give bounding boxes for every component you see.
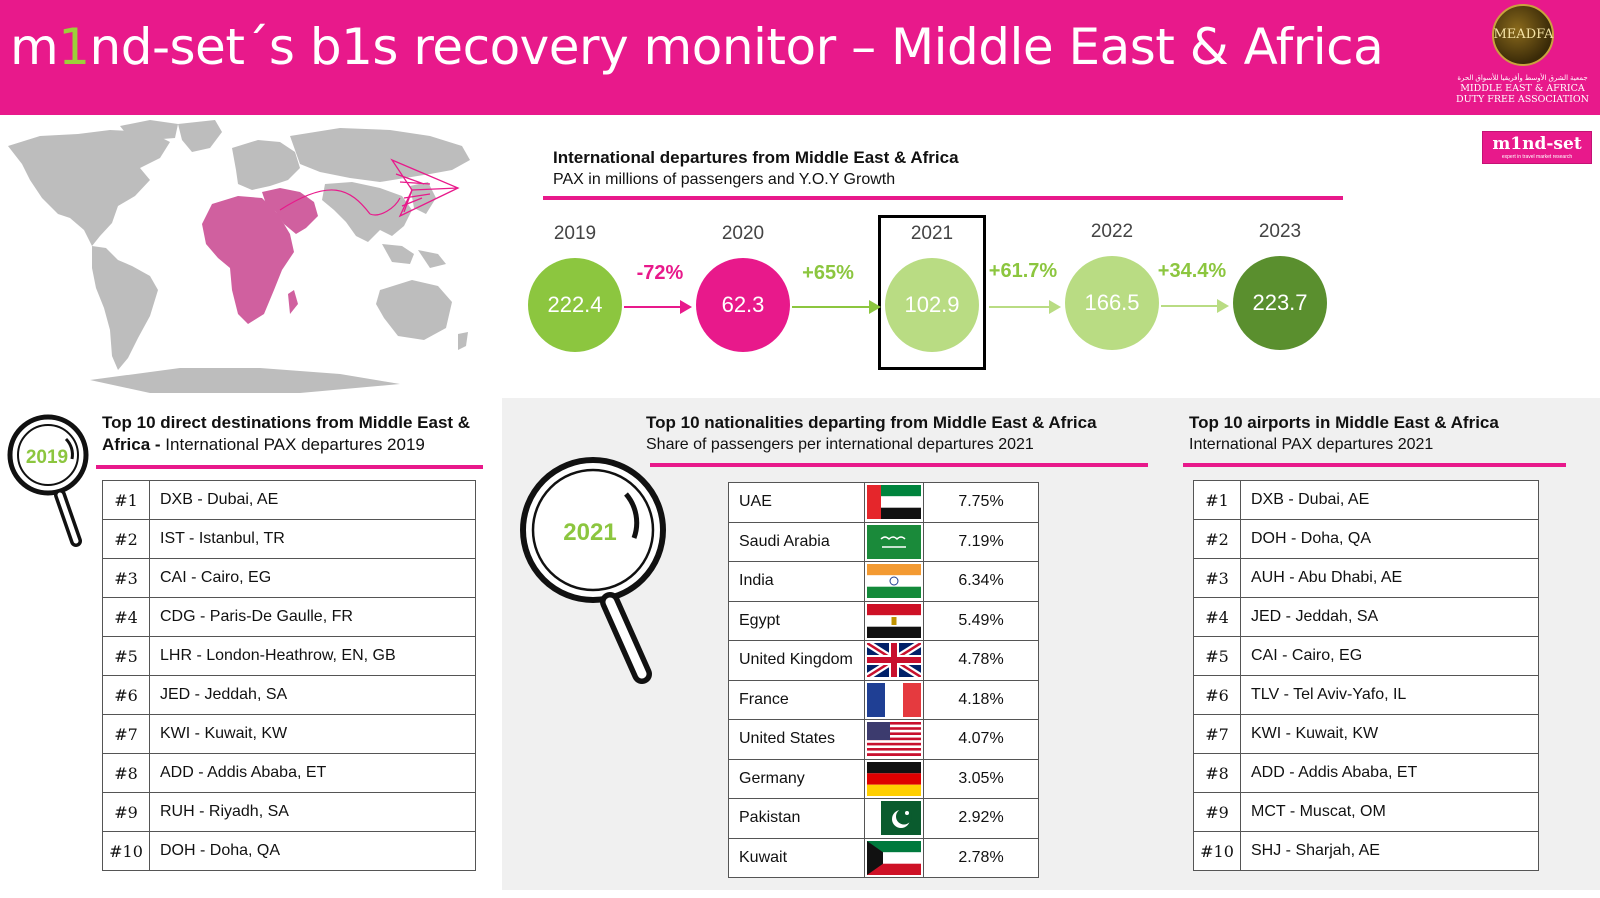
- destination-name: RUH - Riyadh, SA: [150, 793, 476, 832]
- nationality-row: [729, 680, 1039, 720]
- airport-row: [1194, 832, 1539, 871]
- destination-row: [103, 520, 476, 559]
- nationality-row: [729, 799, 1039, 839]
- year-label-2019: 2019: [553, 223, 597, 244]
- arrow-2021-2022: [989, 306, 1059, 308]
- title-part-one: 1: [58, 18, 90, 76]
- airport-rank: #8: [1194, 754, 1241, 793]
- value-circle-2021: 102.9: [885, 258, 979, 352]
- airport-rank: #5: [1194, 637, 1241, 676]
- airport-rank: #3: [1194, 559, 1241, 598]
- destination-row: [103, 832, 476, 871]
- airport-name: SHJ - Sharjah, AE: [1241, 832, 1539, 871]
- destination-row: [103, 715, 476, 754]
- destination-row: [103, 754, 476, 793]
- nationality-row: [729, 838, 1039, 878]
- nationality-row: [729, 522, 1039, 562]
- destination-name: DOH - Doha, QA: [150, 832, 476, 871]
- growth-2022-2023: +34.4%: [1157, 260, 1227, 282]
- nationality-share: 7.75%: [924, 483, 1039, 523]
- airport-row: [1194, 754, 1539, 793]
- airports-title: Top 10 airports in Middle East & Africa: [1189, 413, 1499, 432]
- destination-row: [103, 637, 476, 676]
- nationality-flag-cell: [865, 601, 924, 641]
- arrow-2019-2020: [624, 306, 690, 308]
- nationalities-divider: [650, 463, 1148, 467]
- mindset-logo: [1482, 131, 1592, 164]
- departures-timeline: [530, 210, 1350, 380]
- destination-rank: #3: [103, 559, 150, 598]
- lens-year-2021: 2021: [563, 519, 617, 546]
- airport-name: KWI - Kuwait, KW: [1241, 715, 1539, 754]
- uk-flag-icon: [867, 643, 921, 677]
- destinations-title: [102, 412, 470, 456]
- nationality-country: Germany: [729, 759, 865, 799]
- egypt-flag-icon: [867, 604, 921, 638]
- destination-name: IST - Istanbul, TR: [150, 520, 476, 559]
- airport-name: ADD - Addis Ababa, ET: [1241, 754, 1539, 793]
- nationality-share: 6.34%: [924, 562, 1039, 602]
- destination-name: KWI - Kuwait, KW: [150, 715, 476, 754]
- destination-rank: #1: [103, 481, 150, 520]
- destination-rank: #7: [103, 715, 150, 754]
- destination-name: JED - Jeddah, SA: [150, 676, 476, 715]
- lens-year-2019: 2019: [25, 447, 69, 468]
- nationality-country: Saudi Arabia: [729, 522, 865, 562]
- india-flag-icon: [867, 564, 921, 598]
- destinations-title-prefix: Africa -: [102, 435, 166, 454]
- nationality-country: Egypt: [729, 601, 865, 641]
- meadfa-logo: [1450, 4, 1595, 112]
- destinations-title-suffix: International PAX departures 2019: [165, 435, 425, 454]
- destination-row: [103, 793, 476, 832]
- nationality-country: United States: [729, 720, 865, 760]
- nationalities-table: [728, 482, 1039, 878]
- airports-divider: [1183, 463, 1566, 467]
- nationality-country: France: [729, 680, 865, 720]
- nationality-share: 5.49%: [924, 601, 1039, 641]
- nationality-share: 3.05%: [924, 759, 1039, 799]
- saudi-flag-icon: [867, 525, 921, 559]
- departures-title: International departures from Middle East & Africa: [553, 148, 959, 167]
- nationality-row: [729, 641, 1039, 681]
- year-label-2022: 2022: [1090, 221, 1134, 242]
- value-circle-2023: 223.7: [1233, 256, 1327, 350]
- nationality-row: [729, 562, 1039, 602]
- airport-name: TLV - Tel Aviv-Yafo, IL: [1241, 676, 1539, 715]
- airport-row: [1194, 715, 1539, 754]
- nationality-share: 7.19%: [924, 522, 1039, 562]
- nationality-share: 4.18%: [924, 680, 1039, 720]
- mindset-logo-tagline: expert in travel market research: [1501, 154, 1573, 160]
- nationality-flag-cell: [865, 759, 924, 799]
- nationality-country: India: [729, 562, 865, 602]
- nationality-country: Pakistan: [729, 799, 865, 839]
- nationality-flag-cell: [865, 641, 924, 681]
- airport-row: [1194, 481, 1539, 520]
- airport-rank: #6: [1194, 676, 1241, 715]
- departures-subtitle: PAX in millions of passengers and Y.O.Y Growth: [553, 171, 896, 188]
- airport-name: CAI - Cairo, EG: [1241, 637, 1539, 676]
- magnifier-2019-icon: [4, 413, 96, 551]
- destination-rank: #4: [103, 598, 150, 637]
- destination-name: CAI - Cairo, EG: [150, 559, 476, 598]
- uae-flag-icon: [867, 485, 921, 519]
- page-title: [10, 18, 1383, 76]
- destination-rank: #5: [103, 637, 150, 676]
- world-map-icon: [0, 118, 480, 393]
- destination-rank: #8: [103, 754, 150, 793]
- nationality-share: 2.92%: [924, 799, 1039, 839]
- departures-divider: [543, 196, 1343, 200]
- airport-row: [1194, 637, 1539, 676]
- airport-rank: #2: [1194, 520, 1241, 559]
- airport-row: [1194, 676, 1539, 715]
- destination-row: [103, 676, 476, 715]
- airport-rank: #10: [1194, 832, 1241, 871]
- destinations-title-line1: Top 10 direct destinations from Middle East &: [102, 413, 471, 432]
- airport-row: [1194, 520, 1539, 559]
- nationality-flag-cell: [865, 680, 924, 720]
- nationality-row: [729, 483, 1039, 523]
- year-label-2023: 2023: [1258, 221, 1302, 242]
- destinations-table: [102, 480, 476, 871]
- kuwait-flag-icon: [867, 841, 921, 875]
- meadfa-globe-icon: [1492, 4, 1554, 66]
- nationality-country: UAE: [729, 483, 865, 523]
- year-label-2020: 2020: [721, 223, 765, 244]
- destination-rank: #9: [103, 793, 150, 832]
- mindset-logo-name: m1nd-set: [1492, 134, 1582, 154]
- value-circle-2020: 62.3: [696, 258, 790, 352]
- growth-2020-2021: +65%: [802, 262, 854, 284]
- meadfa-line2: DUTY FREE ASSOCIATION: [1456, 94, 1589, 105]
- title-part-m: m: [10, 18, 59, 76]
- airport-name: JED - Jeddah, SA: [1241, 598, 1539, 637]
- us-flag-icon: [867, 722, 921, 756]
- airport-row: [1194, 598, 1539, 637]
- pakistan-flag-icon: [867, 801, 921, 835]
- airport-rank: #1: [1194, 481, 1241, 520]
- nationality-flag-cell: [865, 483, 924, 523]
- meadfa-arabic-text: جمعية الشرق الأوسط وأفريقيا للأسواق الحرة: [1457, 75, 1588, 82]
- arrow-2020-2021: [792, 306, 879, 308]
- airport-row: [1194, 559, 1539, 598]
- nationality-flag-cell: [865, 522, 924, 562]
- airport-rank: #7: [1194, 715, 1241, 754]
- nationalities-subtitle: Share of passengers per international departures 2021: [646, 436, 1034, 453]
- nationality-row: [729, 601, 1039, 641]
- nationality-flag-cell: [865, 838, 924, 878]
- nationality-row: [729, 759, 1039, 799]
- nationality-share: 4.78%: [924, 641, 1039, 681]
- title-part-rest: nd-set´s b1s recovery monitor – Middle East & Africa: [89, 18, 1384, 76]
- nationalities-title: Top 10 nationalities departing from Middle East & Africa: [646, 413, 1097, 432]
- destination-name: DXB - Dubai, AE: [150, 481, 476, 520]
- airport-rank: #4: [1194, 598, 1241, 637]
- header-bar: [0, 0, 1600, 115]
- destination-row: [103, 598, 476, 637]
- germany-flag-icon: [867, 762, 921, 796]
- airport-rank: #9: [1194, 793, 1241, 832]
- france-flag-icon: [867, 683, 921, 717]
- destination-row: [103, 481, 476, 520]
- airport-name: AUH - Abu Dhabi, AE: [1241, 559, 1539, 598]
- magnifier-2021-icon: [518, 452, 678, 692]
- nationality-country: Kuwait: [729, 838, 865, 878]
- airport-name: MCT - Muscat, OM: [1241, 793, 1539, 832]
- destinations-divider: [96, 465, 483, 469]
- meadfa-logo-text: MEADFA: [1493, 27, 1554, 42]
- meadfa-line1: MIDDLE EAST & AFRICA: [1460, 83, 1585, 94]
- nationality-country: United Kingdom: [729, 641, 865, 681]
- value-circle-2019: 222.4: [528, 258, 622, 352]
- destination-name: CDG - Paris-De Gaulle, FR: [150, 598, 476, 637]
- value-circle-2022: 166.5: [1065, 256, 1159, 350]
- year-label-2021: 2021: [910, 223, 954, 244]
- destination-rank: #10: [103, 832, 150, 871]
- destination-name: LHR - London-Heathrow, EN, GB: [150, 637, 476, 676]
- nationality-share: 4.07%: [924, 720, 1039, 760]
- arrow-2022-2023: [1161, 305, 1227, 307]
- nationality-flag-cell: [865, 720, 924, 760]
- growth-2019-2020: -72%: [636, 262, 684, 284]
- nationality-flag-cell: [865, 799, 924, 839]
- destination-row: [103, 559, 476, 598]
- destination-rank: #6: [103, 676, 150, 715]
- airport-name: DXB - Dubai, AE: [1241, 481, 1539, 520]
- nationality-flag-cell: [865, 562, 924, 602]
- airports-subtitle: International PAX departures 2021: [1189, 436, 1434, 453]
- destination-rank: #2: [103, 520, 150, 559]
- airport-name: DOH - Doha, QA: [1241, 520, 1539, 559]
- nationality-share: 2.78%: [924, 838, 1039, 878]
- nationality-row: [729, 720, 1039, 760]
- airports-table: [1193, 480, 1539, 871]
- airport-row: [1194, 793, 1539, 832]
- growth-2021-2022: +61.7%: [988, 260, 1058, 282]
- destination-name: ADD - Addis Ababa, ET: [150, 754, 476, 793]
